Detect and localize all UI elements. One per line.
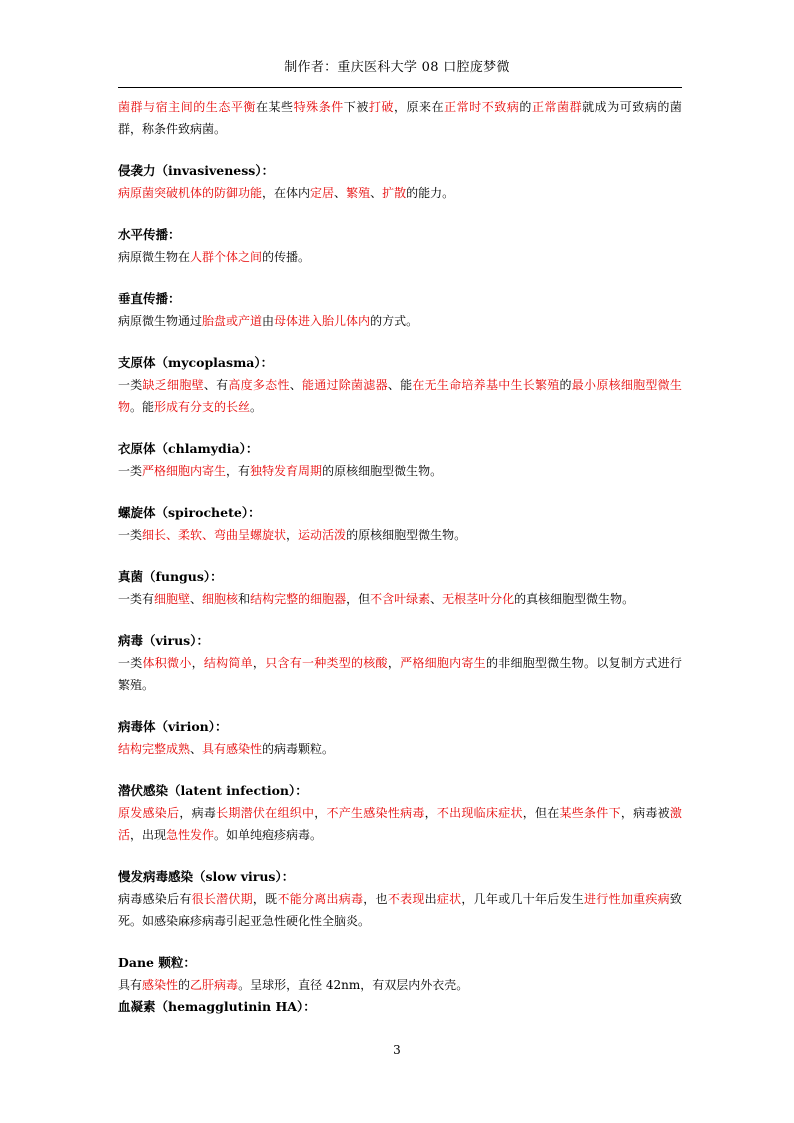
definition [118,738,682,760]
text-run: ，既 [252,892,278,906]
entry-fungus [118,566,682,610]
entry-spirochete [118,502,682,546]
entry-chlamydia [118,438,682,482]
highlighted-phrase: 感染性 [142,978,179,992]
highlighted-phrase: 形成有分支的长丝 [154,400,251,414]
term-heading: 水平传播： [118,227,181,242]
entry-hemagglutinin [118,996,682,1018]
entry-invasiveness [118,160,682,204]
highlighted-phrase: 独特发育周期 [250,464,323,478]
entry-conditional-pathogen [118,96,682,140]
definition [118,182,682,204]
text-run: 病原微生物通过 [118,314,203,328]
text-run: 一类有 [118,592,155,606]
definition [118,652,682,696]
text-run: 、 [370,186,383,200]
highlighted-phrase: 细长、柔软、弯曲呈螺旋状 [142,528,287,542]
term-heading: 垂直传播： [118,291,181,306]
text-run: 由 [262,314,275,328]
highlighted-phrase: 乙肝病毒 [190,978,239,992]
highlighted-phrase: 结构完整的细胞器 [250,592,347,606]
text-run: 的 [178,978,191,992]
highlighted-phrase: 能通过除菌滤器 [301,378,388,392]
entry-vertical-transmission [118,288,682,332]
text-run: 的原核细胞型微生物。 [322,464,443,478]
text-run: 、 [334,186,347,200]
entry-dane-particle [118,952,682,996]
highlighted-phrase: 原发感染后 [118,806,180,820]
text-run: 致死。如感染麻疹病毒引起亚急性硬化性全脑炎。 [118,892,682,928]
highlighted-phrase: 无根茎叶分化 [442,592,515,606]
text-run: ， [191,656,204,670]
highlighted-phrase: 进行性加重疾病 [584,892,670,906]
highlighted-phrase: 很长潜伏期 [191,892,253,906]
highlighted-phrase: 不产生感染性病毒 [326,806,425,820]
term-heading: 慢发病毒感染（slow virus）： [118,869,295,884]
text-run: 的非细胞型微生物。以复制方式进行繁殖。 [118,656,682,692]
text-run: 、 [430,592,443,606]
definition [118,974,682,996]
highlighted-phrase: 不表现 [387,892,425,906]
text-run: ，也 [363,892,388,906]
definition [118,888,682,932]
text-run: ，原来在 [393,100,445,114]
highlighted-phrase: 只含有一种类型的核酸 [265,656,388,670]
highlighted-phrase: 严格细胞内寄生 [142,464,227,478]
text-run: ，几年或几十年后发生 [461,892,585,906]
text-run: ，出现 [130,828,167,842]
text-run: 。呈球形，直径 42nm，有双层内外衣壳。 [238,978,469,992]
highlighted-phrase: 繁殖 [346,186,371,200]
highlighted-phrase: 不出现临床症状 [436,806,523,820]
entry-virion [118,716,682,760]
text-run: 一类 [118,528,143,542]
highlighted-phrase: 在无生命培养基中生长繁殖 [412,378,560,392]
term-heading: 支原体（mycoplasma）： [118,355,274,370]
highlighted-phrase: 激活 [118,806,682,842]
text-run: 。能 [130,400,155,414]
text-run: 病原微生物在 [118,250,191,264]
text-run: 、 [190,592,203,606]
highlighted-phrase: 扩散 [382,186,407,200]
text-run: ，病毒 [179,806,217,820]
highlighted-phrase: 菌群与宿主间的生态平衡 [118,100,256,114]
highlighted-phrase: 不含叶绿素 [370,592,431,606]
highlighted-phrase: 缺乏细胞壁 [142,378,204,392]
highlighted-phrase: 高度多态性 [228,378,290,392]
text-run: 一类 [118,464,143,478]
term-heading: 潜伏感染（latent infection）： [118,783,308,798]
highlighted-phrase: 人群个体之间 [190,250,263,264]
highlighted-phrase: 定居 [310,186,335,200]
highlighted-phrase: 胎盘或产道 [202,314,263,328]
highlighted-phrase: 运动活泼 [298,528,347,542]
highlighted-phrase: 特殊条件 [293,100,344,114]
definition [118,524,682,546]
highlighted-phrase: 某些条件下 [559,806,621,820]
entry-latent-infection [118,780,682,846]
highlighted-phrase: 结构完整成熟 [118,742,191,756]
page-number: 3 [393,1043,401,1057]
text-run: 、 [190,742,203,756]
highlighted-phrase: 急性发作 [166,828,215,842]
text-run: ， [387,656,401,670]
term-heading: 病毒体（virion）： [118,719,228,734]
text-run: 一类 [118,378,143,392]
text-run: 在某些 [255,100,294,114]
term-heading: 侵袭力（invasiveness）： [118,163,275,178]
text-run: 一类 [118,656,143,670]
text-run: 具有 [118,978,143,992]
definition [118,460,682,482]
definition [118,246,682,268]
highlighted-phrase: 打破 [368,100,394,114]
text-run: 的病毒颗粒。 [262,742,335,756]
text-run: 病毒感染后有 [118,892,192,906]
highlighted-phrase: 严格细胞内寄生 [400,656,486,670]
highlighted-phrase: 正常时不致病 [444,100,520,114]
term-heading: 真菌（fungus）： [118,569,223,584]
term-heading: 病毒（virus）： [118,633,209,648]
page-header: 制作者：重庆医科大学 08 口腔庞梦微 [284,60,510,75]
definition [118,310,682,332]
text-run: ， [286,528,299,542]
text-run: 和 [238,592,251,606]
text-run: 、 [289,378,302,392]
term-heading: 血凝素（hemagglutinin HA）： [118,999,316,1014]
text-run: ，但在 [522,806,560,820]
highlighted-phrase: 细胞核 [202,592,239,606]
term-heading: Dane 颗粒： [118,955,196,970]
entry-horizontal-transmission [118,224,682,268]
text-run: 就成为可致病的菌群，称条件致病菌。 [118,100,682,136]
highlighted-phrase: 具有感染性 [202,742,263,756]
definition [118,96,682,140]
text-run: 的方式。 [370,314,419,328]
entry-mycoplasma [118,352,682,418]
text-run: ， [424,806,437,820]
text-run: 的能力。 [406,186,455,200]
text-run: 、能 [387,378,413,392]
text-run: 。 [250,400,263,414]
highlighted-phrase: 体积微小 [142,656,192,670]
header-rule [118,87,682,88]
term-heading: 衣原体（chlamydia）： [118,441,259,456]
text-run: 的原核细胞型微生物。 [346,528,467,542]
definition [118,374,682,418]
text-run: 。如单纯疱疹病毒。 [214,828,323,842]
highlighted-phrase: 不能分离出病毒 [277,892,364,906]
highlighted-phrase: 正常菌群 [531,100,583,114]
text-run: 的真核细胞型微生物。 [514,592,635,606]
entry-virus [118,630,682,696]
highlighted-phrase: 母体进入胎儿体内 [274,314,371,328]
term-heading: 螺旋体（spirochete）： [118,505,261,520]
text-run: ，但 [346,592,371,606]
text-run: 的传播。 [262,250,311,264]
text-run: ，病毒被 [620,806,670,820]
text-run: 的 [559,378,572,392]
highlighted-phrase: 病原菌突破机体的防御功能 [118,186,263,200]
definition [118,802,682,846]
text-run: ， [314,806,327,820]
highlighted-phrase: 最小原核细胞型微生物 [118,378,682,414]
text-run: ，在体内 [262,186,311,200]
text-run: 出 [424,892,437,906]
text-run: ， [252,656,266,670]
highlighted-phrase: 细胞壁 [154,592,191,606]
text-run: 的 [519,100,532,114]
entry-slow-virus [118,866,682,932]
definition [118,588,682,610]
text-run: 下被 [343,100,369,114]
highlighted-phrase: 症状 [436,892,462,906]
highlighted-phrase: 结构简单 [203,656,253,670]
text-run: 、有 [203,378,229,392]
document-body [118,96,682,1038]
highlighted-phrase: 长期潜伏在组织中 [216,806,315,820]
text-run: ，有 [226,464,251,478]
